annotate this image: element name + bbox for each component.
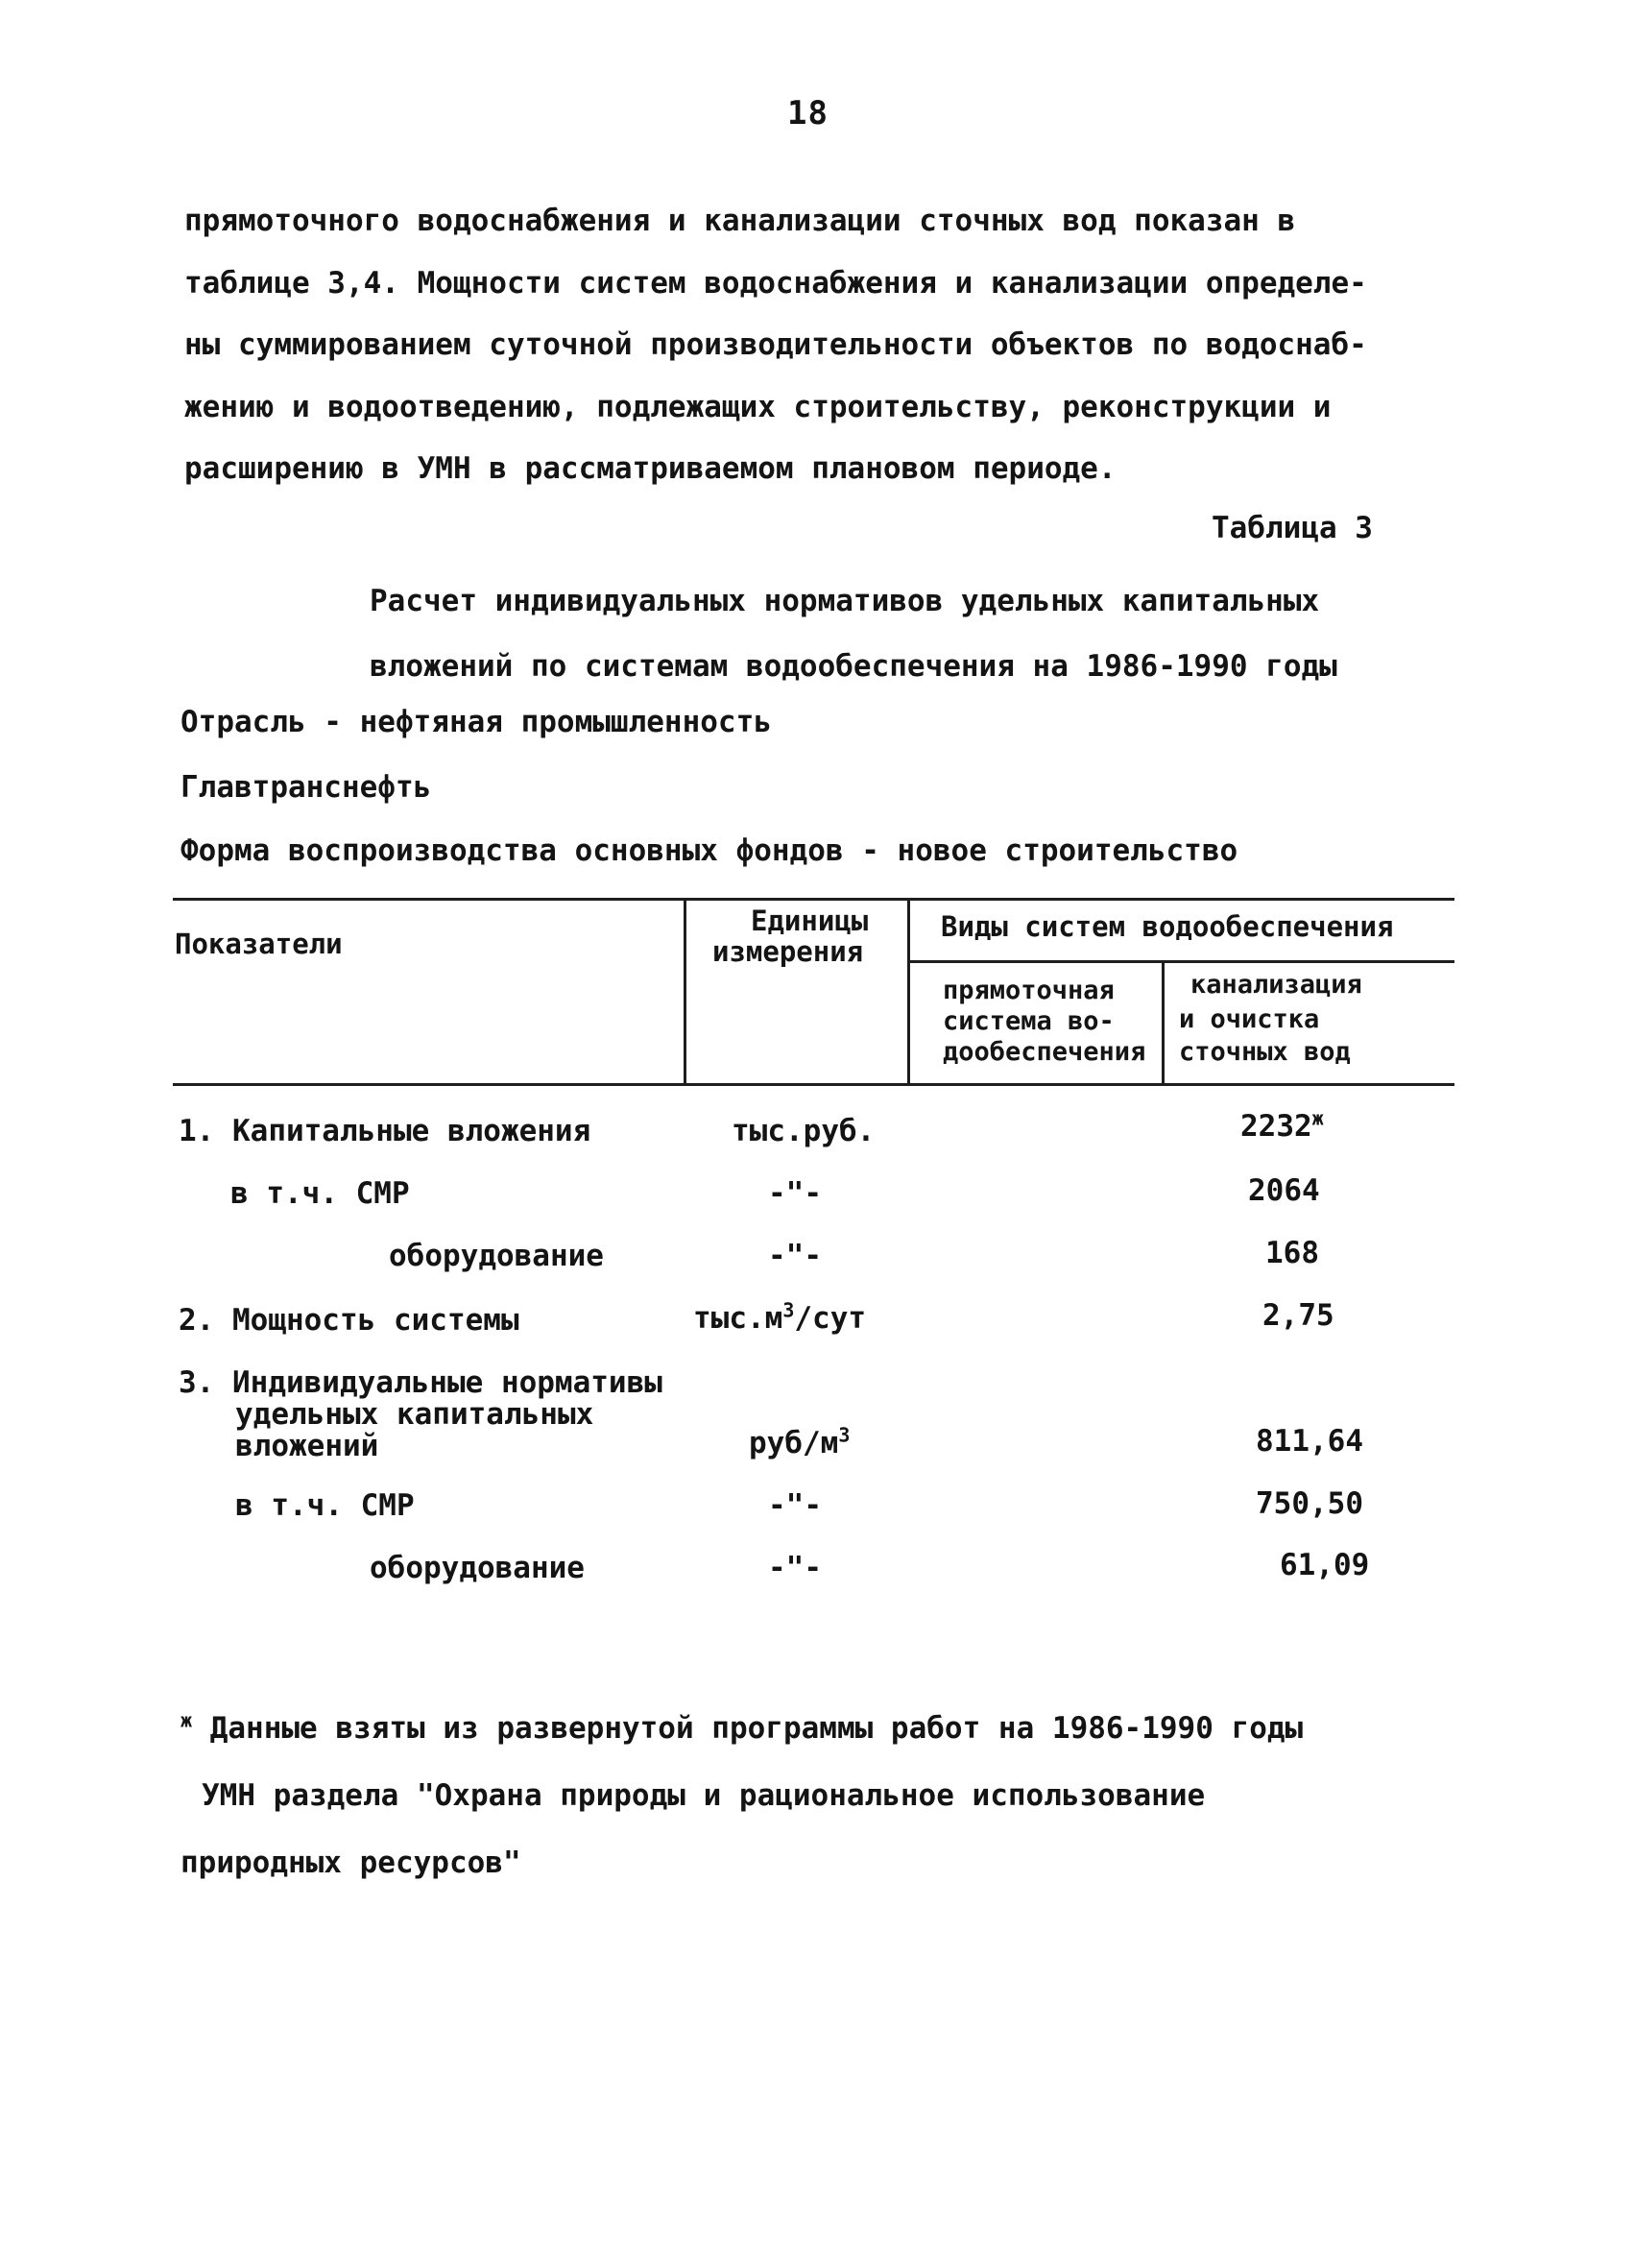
table-title [370,568,1337,699]
table-number: Таблица 3 [1212,511,1373,545]
table-title-line: вложений по системам водообеспечения на 1986-1990 годы [370,649,1337,684]
header-units-line2: измерения [712,935,864,968]
row-norms-equipment-label: оборудование [370,1551,585,1585]
table-title-line: Расчет индивидуальных нормативов удельных капитальных [370,584,1320,618]
header-systems: Виды систем водообеспечения [941,910,1394,943]
column-divider-3 [1162,963,1165,1086]
row-smr-value: 2064 [1248,1173,1320,1208]
organization-line: Главтранснефть [180,770,432,805]
reproduction-form-line: Форма воспроизводства основных фондов - новое строительство [180,833,1238,868]
row-smr-label: в т.ч. СМР [230,1176,410,1211]
footnote-marker: ж [1311,1106,1324,1130]
header-units-line1: Единицы [751,905,869,937]
header-indicators: Показатели [175,928,343,960]
row-capacity-unit: $тыс.м^3$/сут [693,1298,867,1336]
row-norms-smr-unit: -"- [768,1488,822,1523]
paragraph-line: прямоточного водоснабжения и канализации сточных вод показан в [184,204,1296,238]
footnote [180,1695,1303,1896]
footnote-line-2: УМН раздела "Охрана природы и рациональное использование [202,1778,1206,1813]
header-sub1-line2: система во- [943,1006,1115,1036]
paragraph-line: таблице 3,4. Мощности систем водоснабжения и канализации определе- [184,265,1367,301]
paragraph-line: ны суммированием суточной производительности объектов по водоснаб- [184,327,1367,362]
row-capacity-label: 2. Мощность системы [179,1303,519,1338]
industry-line: Отрасль - нефтяная промышленность [180,705,772,739]
footnote-line-3: природных ресурсов" [180,1846,521,1880]
row-norms-unit: руб/$м^3$ [749,1423,851,1460]
row-norms-smr-label: в т.ч. СМР [235,1488,415,1523]
page-number: 18 [787,94,829,133]
row-norms-equipment-unit: -"- [768,1551,822,1585]
row-norms-label-line1: 3. Индивидуальные нормативы [179,1365,662,1400]
column-divider-2 [907,898,910,1086]
row-smr-unit: -"- [768,1176,822,1211]
header-sub1-line3: дообеспечения [943,1037,1146,1067]
header-sub2-line1: канализация [1190,970,1362,1000]
row-norms-label-line3: вложений [235,1429,379,1463]
row-capital-investment-value: $2232^ж$ [1240,1106,1324,1144]
row-norms-value: 811,64 [1256,1424,1363,1459]
header-sub1-line1: прямоточная [943,976,1115,1005]
row-norms-label-line2: удельных капитальных [235,1397,594,1432]
footnote-marker: ж [180,1708,193,1732]
paragraph-line: расширению в УМН в рассматриваемом плановом периоде. [184,451,1117,486]
body-paragraph [184,190,1461,500]
column-divider-1 [684,898,686,1086]
header-sub2-line3: сточных вод [1179,1037,1351,1067]
row-norms-equipment-value: 61,09 [1280,1548,1370,1582]
row-equipment-label: оборудование [389,1239,604,1273]
table-top-rule [173,898,1454,901]
row-capital-investment-unit: тыс.руб. [732,1114,876,1148]
row-capital-investment-label: 1. Капитальные вложения [179,1114,591,1148]
footnote-line-1: $^ж$ Данные взяты из развернутой программы работ на 1986-1990 годы [180,1708,1304,1746]
row-capacity-value: 2,75 [1262,1298,1334,1333]
paragraph-line: жению и водоотведению, подлежащих строительству, реконструкции и [184,389,1332,424]
row-norms-smr-value: 750,50 [1256,1486,1363,1521]
table-header-bottom-rule [173,1083,1454,1086]
row-equipment-unit: -"- [768,1239,822,1273]
header-sub2-line2: и очистка [1179,1004,1320,1034]
subheader-rule [910,960,1454,963]
row-equipment-value: 168 [1265,1236,1319,1270]
